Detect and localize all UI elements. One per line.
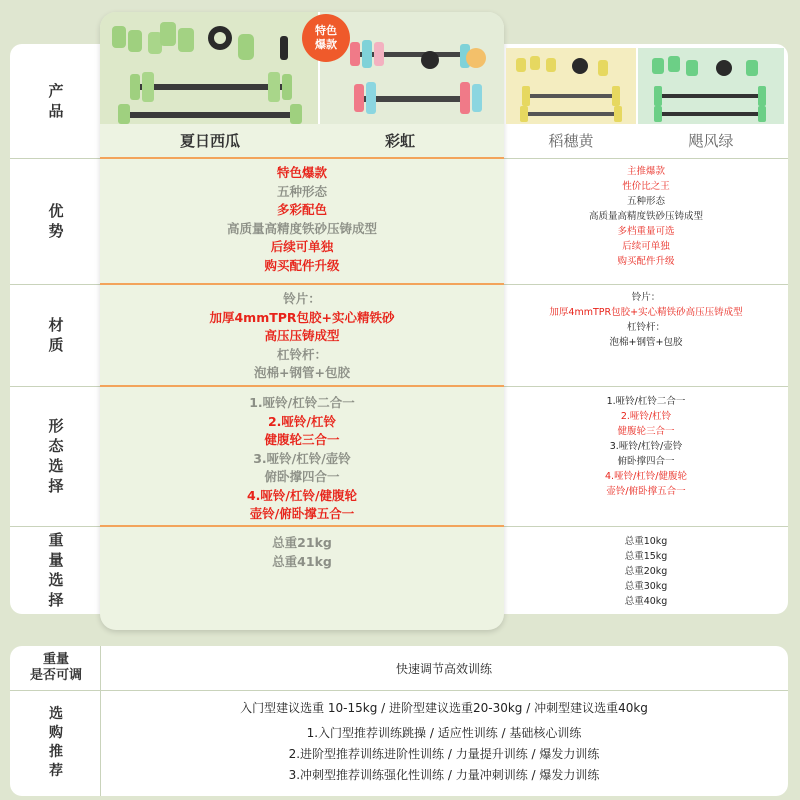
form-line: 俯卧撑四合一 (617, 456, 675, 467)
adjustable-text: 快速调节高效训练 (395, 662, 492, 676)
product-image-yellow (506, 48, 636, 124)
label-weight (12, 526, 100, 614)
form-featured (100, 394, 504, 524)
advantage-standard (506, 164, 786, 269)
recommend-summary: 入门型建议选重 10-15kg / 进阶型建议选重20-30kg / 冲刺型建议选重40kg (240, 701, 648, 715)
label-weight-text: 重 量 选 择 (48, 531, 64, 609)
label-product-text: 产 品 (48, 82, 64, 120)
label-recommend-text: 选 购 推 荐 (49, 706, 63, 779)
form-line: 壶铃/俯卧撑五合一 (249, 506, 355, 521)
recommend-item-3: 3.冲刺型推荐训练强化性训练 / 力量冲刺训练 / 爆发力训练 (288, 768, 600, 782)
badge-line2: 爆款 (315, 38, 337, 51)
badge-line1: 特色 (315, 24, 337, 37)
dumbbell-illustration (638, 48, 784, 124)
label-material (12, 284, 100, 386)
advantage-featured (100, 164, 504, 275)
label-product (12, 44, 100, 158)
form-line: 1.哑铃/杠铃二合一 (606, 396, 686, 407)
product-image-watermelon (100, 12, 318, 124)
material-featured (100, 290, 504, 383)
advantage-line: 五种形态 (276, 183, 327, 199)
advantage-line: 多彩配色 (276, 202, 327, 217)
advantage-line: 性价比之王 (622, 181, 670, 192)
form-line: 3.哑铃/杠铃/壶铃 (609, 441, 683, 452)
weight-line: 总重10kg (624, 536, 668, 547)
advantage-line: 高质量高精度铁砂压铸成型 (226, 220, 377, 236)
advantage-line: 后续可单独 (622, 241, 670, 252)
advantage-line: 高质量高精度铁砂压铸成型 (588, 211, 703, 222)
material-line: 泡棉+钢管+包胶 (609, 337, 683, 348)
advantage-line: 特色爆款 (276, 165, 327, 180)
material-line: 杠铃杆： (276, 346, 327, 362)
advantage-line: 后续可单独 (270, 239, 334, 254)
label-form-text: 形 态 选 择 (48, 417, 64, 495)
weight-line: 总重21kg (272, 535, 332, 550)
label-form (12, 386, 100, 526)
product-name-yellow: 稻穗黄 (548, 132, 594, 150)
form-line: 3.哑铃/杠铃/壶铃 (253, 450, 351, 466)
recommend-item-1: 1.入门型推荐训练跳操 / 适应性训练 / 基础核心训练 (306, 726, 582, 740)
weight-line: 总重40kg (624, 596, 668, 607)
advantage-line: 主推爆款 (626, 166, 665, 177)
product-name-rainbow: 彩虹 (384, 132, 415, 150)
dumbbell-illustration (100, 12, 318, 124)
material-line: 铃片： (283, 291, 321, 306)
weight-line: 总重15kg (624, 551, 668, 562)
material-line: 加厚4mmTPR包胶+实心精铁砂高压压铸成型 (549, 307, 743, 318)
advantage-line: 多档重量可选 (617, 226, 675, 237)
panel-divider (100, 283, 504, 285)
product-name-green: 飓风绿 (688, 132, 734, 150)
product-image-green (638, 48, 784, 124)
label-material-text: 材 质 (48, 316, 64, 354)
recommend-item-2: 2.进阶型推荐训练进阶性训练 / 力量提升训练 / 爆发力训练 (288, 747, 600, 761)
form-line: 健腹轮三合一 (617, 426, 675, 437)
weight-line: 总重41kg (272, 553, 332, 569)
material-line: 高压压铸成型 (264, 328, 340, 343)
form-line: 健腹轮三合一 (264, 432, 340, 447)
label-advantage (12, 158, 100, 284)
material-line: 泡棉+钢管+包胶 (254, 365, 350, 380)
label-adjustable-text: 重量 是否可调 (29, 652, 82, 683)
weight-standard (506, 534, 786, 609)
advantage-line: 购买配件升级 (264, 257, 340, 273)
material-line: 杠铃杆： (626, 322, 665, 333)
weight-line: 总重30kg (624, 581, 668, 592)
material-standard (506, 290, 786, 350)
panel-divider (100, 525, 504, 527)
label-adjustable (12, 646, 100, 690)
form-line: 4.哑铃/杠铃/健腹轮 (605, 471, 687, 482)
form-line: 2.哑铃/杠铃 (620, 411, 672, 422)
weight-featured (100, 534, 504, 571)
form-line: 4.哑铃/杠铃/健腹轮 (246, 487, 358, 503)
label-recommend (12, 690, 100, 796)
advantage-line: 五种形态 (626, 196, 665, 207)
hot-badge (302, 14, 350, 62)
summary-row-divider (10, 690, 788, 691)
form-line: 1.哑铃/杠铃二合一 (249, 395, 355, 410)
form-line: 俯卧撑四合一 (264, 469, 340, 484)
advantage-line: 购买配件升级 (617, 256, 675, 267)
material-line: 铃片： (631, 292, 661, 303)
dumbbell-illustration (506, 48, 636, 124)
material-line: 加厚4mmTPR包胶+实心精铁砂 (209, 309, 395, 325)
weight-line: 总重20kg (624, 566, 668, 577)
label-advantage-text: 优 势 (48, 202, 64, 240)
form-line: 壶铃/俯卧撑五合一 (606, 486, 686, 497)
panel-divider (100, 385, 504, 387)
panel-divider (100, 157, 504, 159)
product-name-watermelon: 夏日西瓜 (179, 132, 240, 150)
form-standard (506, 394, 786, 499)
form-line: 2.哑铃/杠铃 (267, 413, 336, 429)
